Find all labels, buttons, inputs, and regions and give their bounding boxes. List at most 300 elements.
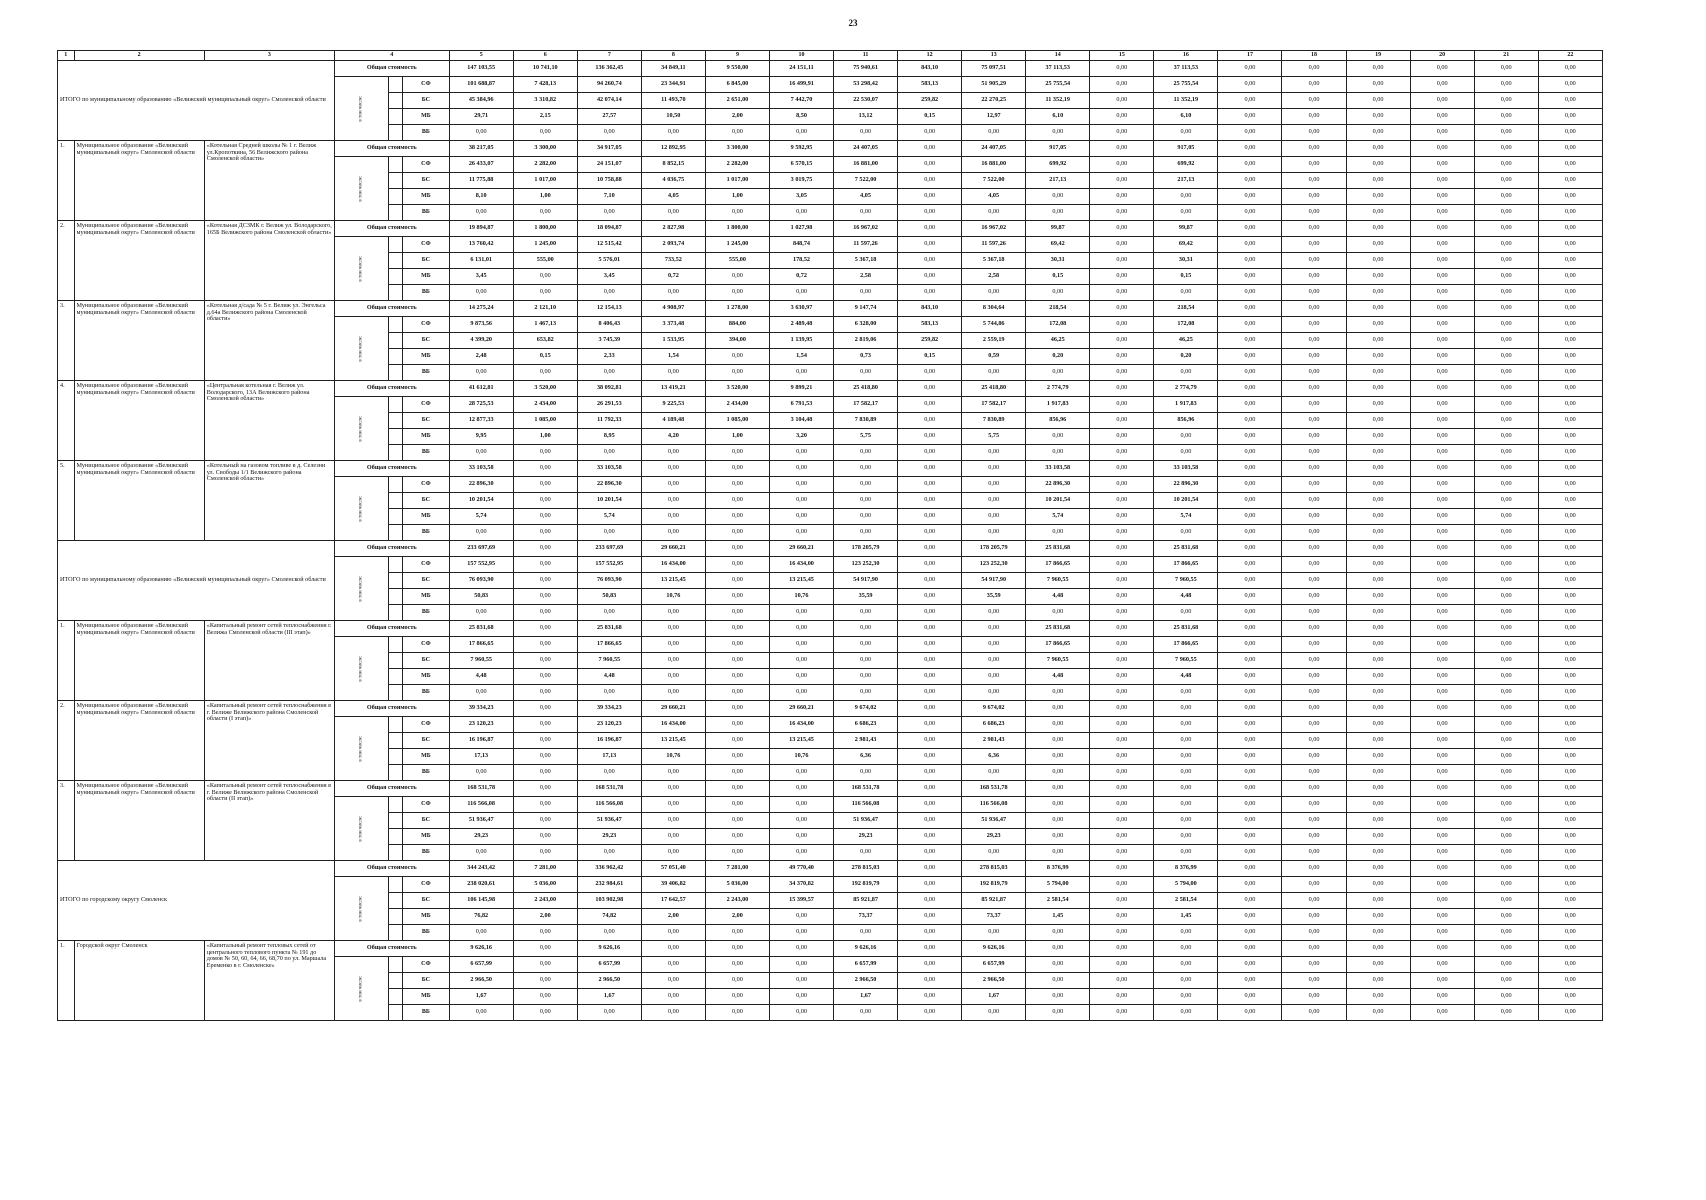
- in-that-text: в том числе:: [358, 735, 364, 762]
- column-number: 20: [1410, 51, 1474, 61]
- value-cell: 0,00: [1346, 157, 1410, 173]
- value-cell: 1 017,00: [513, 173, 577, 189]
- value-cell: 0,00: [1538, 493, 1602, 509]
- value-cell: 0,00: [898, 381, 962, 397]
- value-cell: 0,00: [1410, 957, 1474, 973]
- value-cell: 0,00: [513, 637, 577, 653]
- row-type: БС: [403, 733, 450, 749]
- value-cell: 394,00: [705, 333, 769, 349]
- value-cell: 0,00: [898, 717, 962, 733]
- value-cell: 0,00: [641, 621, 705, 637]
- value-cell: 0,00: [577, 765, 641, 781]
- value-cell: 0,00: [1090, 109, 1154, 125]
- value-cell: 1,00: [705, 429, 769, 445]
- value-cell: 0,00: [769, 781, 833, 797]
- in-that-text: в том числе:: [358, 335, 364, 362]
- value-cell: 0,00: [1410, 749, 1474, 765]
- value-cell: 0,72: [641, 269, 705, 285]
- municipality-name: Муниципальное образование «Велижский муниципальный округ» Смоленской области: [74, 381, 204, 461]
- value-cell: 1 085,00: [513, 413, 577, 429]
- value-cell: 0,00: [962, 525, 1026, 541]
- in-that-text: в том числе:: [358, 815, 364, 842]
- total-label: ИТОГО по городскому округу Смоленск: [58, 861, 335, 941]
- in-that-text: в том числе:: [358, 95, 364, 122]
- value-cell: 0,00: [1282, 61, 1346, 77]
- row-type: ВБ: [403, 365, 450, 381]
- row-type-total: Общая стоимость: [334, 381, 449, 397]
- value-cell: 0,00: [1410, 925, 1474, 941]
- value-cell: 9,95: [449, 429, 513, 445]
- value-cell: 0,00: [1346, 845, 1410, 861]
- value-cell: 0,00: [1154, 813, 1218, 829]
- value-cell: 0,00: [1410, 397, 1474, 413]
- value-cell: 0,00: [1026, 941, 1090, 957]
- row-type: МБ: [403, 589, 450, 605]
- in-that-label: [334, 717, 388, 781]
- value-cell: 0,00: [1474, 829, 1538, 845]
- value-cell: 3 019,75: [769, 173, 833, 189]
- value-cell: 34 370,82: [769, 877, 833, 893]
- value-cell: 0,00: [1154, 205, 1218, 221]
- value-cell: 0,00: [577, 1005, 641, 1021]
- value-cell: 0,00: [962, 493, 1026, 509]
- column-number: 21: [1474, 51, 1538, 61]
- value-cell: 5,74: [449, 509, 513, 525]
- value-cell: 0,00: [1474, 525, 1538, 541]
- value-cell: 0,00: [641, 1005, 705, 1021]
- value-cell: 0,00: [1410, 717, 1474, 733]
- value-cell: 0,00: [1538, 269, 1602, 285]
- in-that-text: в том числе:: [358, 895, 364, 922]
- value-cell: 0,00: [449, 1005, 513, 1021]
- in-that-text: в том числе:: [358, 575, 364, 602]
- column-number: 1: [58, 51, 75, 61]
- value-cell: 0,00: [769, 829, 833, 845]
- row-type: БС: [403, 173, 450, 189]
- value-cell: 0,00: [1282, 349, 1346, 365]
- value-cell: 33 103,58: [449, 461, 513, 477]
- column-number: 3: [204, 51, 334, 61]
- value-cell: 0,00: [1218, 173, 1282, 189]
- value-cell: 12 877,33: [449, 413, 513, 429]
- value-cell: 0,00: [1090, 941, 1154, 957]
- value-cell: 884,00: [705, 317, 769, 333]
- value-cell: 0,00: [1090, 653, 1154, 669]
- value-cell: 0,00: [1410, 61, 1474, 77]
- row-type-total: Общая стоимость: [334, 301, 449, 317]
- in-that-label: [334, 477, 388, 541]
- value-cell: 0,00: [641, 493, 705, 509]
- row-type: СФ: [403, 317, 450, 333]
- value-cell: 0,00: [898, 829, 962, 845]
- value-cell: 0,20: [1026, 349, 1090, 365]
- value-cell: 0,00: [705, 989, 769, 1005]
- value-cell: 0,00: [834, 621, 898, 637]
- value-cell: 4,48: [1154, 589, 1218, 605]
- value-cell: 0,00: [1410, 941, 1474, 957]
- value-cell: 0,00: [705, 701, 769, 717]
- value-cell: 843,10: [898, 61, 962, 77]
- value-cell: 75 940,61: [834, 61, 898, 77]
- value-cell: 0,00: [705, 685, 769, 701]
- value-cell: 0,00: [1282, 653, 1346, 669]
- value-cell: 0,00: [1282, 877, 1346, 893]
- value-cell: 29,23: [577, 829, 641, 845]
- value-cell: 0,00: [1474, 141, 1538, 157]
- value-cell: 2 966,50: [577, 973, 641, 989]
- value-cell: 19 894,87: [449, 221, 513, 237]
- value-cell: 0,00: [1218, 397, 1282, 413]
- value-cell: 0,00: [705, 1005, 769, 1021]
- value-cell: 5,74: [1026, 509, 1090, 525]
- value-cell: 0,00: [1218, 605, 1282, 621]
- blank-cell: [388, 1005, 402, 1021]
- value-cell: 0,00: [1538, 301, 1602, 317]
- value-cell: 0,00: [1538, 717, 1602, 733]
- value-cell: 2 819,06: [834, 333, 898, 349]
- value-cell: 0,00: [1346, 445, 1410, 461]
- value-cell: 0,00: [1090, 621, 1154, 637]
- value-cell: 3 745,39: [577, 333, 641, 349]
- value-cell: 0,00: [834, 925, 898, 941]
- value-cell: 0,00: [1410, 237, 1474, 253]
- value-cell: 0,00: [1410, 893, 1474, 909]
- value-cell: 0,00: [898, 685, 962, 701]
- value-cell: 0,00: [1538, 381, 1602, 397]
- row-type: БС: [403, 333, 450, 349]
- row-type-total: Общая стоимость: [334, 141, 449, 157]
- value-cell: 0,00: [513, 285, 577, 301]
- value-cell: 51 936,47: [834, 813, 898, 829]
- value-cell: 0,00: [1474, 221, 1538, 237]
- value-cell: 0,00: [1218, 989, 1282, 1005]
- item-number: 3.: [58, 301, 75, 381]
- value-cell: 0,59: [962, 349, 1026, 365]
- value-cell: 2 581,54: [1026, 893, 1090, 909]
- value-cell: 0,00: [1410, 381, 1474, 397]
- value-cell: 0,00: [898, 493, 962, 509]
- value-cell: 9 592,95: [769, 141, 833, 157]
- value-cell: 0,00: [898, 429, 962, 445]
- value-cell: 0,00: [1090, 141, 1154, 157]
- value-cell: 0,00: [1538, 285, 1602, 301]
- value-cell: 0,00: [1538, 413, 1602, 429]
- value-cell: 0,00: [1538, 861, 1602, 877]
- value-cell: 0,00: [769, 797, 833, 813]
- value-cell: 0,00: [1218, 269, 1282, 285]
- value-cell: 99,87: [1026, 221, 1090, 237]
- value-cell: 29 660,21: [641, 541, 705, 557]
- value-cell: 0,00: [1026, 189, 1090, 205]
- value-cell: 0,00: [705, 925, 769, 941]
- in-that-label: [334, 77, 388, 141]
- column-number: 17: [1218, 51, 1282, 61]
- value-cell: 0,00: [1474, 541, 1538, 557]
- value-cell: 22 270,25: [962, 93, 1026, 109]
- value-cell: 0,00: [705, 733, 769, 749]
- value-cell: 157 552,95: [577, 557, 641, 573]
- value-cell: 106 145,98: [449, 893, 513, 909]
- value-cell: 8,10: [449, 189, 513, 205]
- value-cell: 0,00: [1346, 621, 1410, 637]
- value-cell: 0,00: [1218, 813, 1282, 829]
- value-cell: 0,00: [1410, 477, 1474, 493]
- blank-cell: [388, 653, 402, 669]
- value-cell: 1 027,98: [769, 221, 833, 237]
- value-cell: 0,00: [641, 829, 705, 845]
- value-cell: 0,00: [1282, 765, 1346, 781]
- row-type: БС: [403, 93, 450, 109]
- value-cell: 0,00: [898, 893, 962, 909]
- value-cell: 0,00: [898, 221, 962, 237]
- value-cell: 2 966,50: [962, 973, 1026, 989]
- value-cell: 0,00: [1154, 733, 1218, 749]
- value-cell: 0,00: [962, 925, 1026, 941]
- value-cell: 0,00: [513, 573, 577, 589]
- row-type: ВБ: [403, 845, 450, 861]
- value-cell: 7 281,00: [513, 861, 577, 877]
- value-cell: 54 917,90: [962, 573, 1026, 589]
- value-cell: 0,00: [705, 957, 769, 973]
- value-cell: 0,00: [898, 621, 962, 637]
- value-cell: 11 352,19: [1154, 93, 1218, 109]
- value-cell: 0,00: [898, 477, 962, 493]
- blank-cell: [388, 365, 402, 381]
- value-cell: 0,00: [769, 445, 833, 461]
- value-cell: 0,00: [449, 125, 513, 141]
- value-cell: 0,00: [1538, 605, 1602, 621]
- row-type: БС: [403, 893, 450, 909]
- value-cell: 25 418,80: [834, 381, 898, 397]
- value-cell: 0,00: [641, 365, 705, 381]
- in-that-text: в том числе:: [358, 175, 364, 202]
- value-cell: 0,00: [1346, 701, 1410, 717]
- value-cell: 0,00: [1090, 733, 1154, 749]
- value-cell: 0,00: [1538, 205, 1602, 221]
- value-cell: 0,00: [1538, 525, 1602, 541]
- value-cell: 0,00: [769, 941, 833, 957]
- object-name: «Котельная Средней школы № 1 г. Велиж ул.Кропоткина, 56 Велижского района Смоленской области»: [204, 141, 334, 221]
- value-cell: 336 962,42: [577, 861, 641, 877]
- value-cell: 0,00: [1474, 637, 1538, 653]
- value-cell: 53 298,42: [834, 77, 898, 93]
- value-cell: 0,00: [1026, 733, 1090, 749]
- blank-cell: [388, 205, 402, 221]
- value-cell: 0,00: [1282, 909, 1346, 925]
- value-cell: 15 399,57: [769, 893, 833, 909]
- value-cell: 0,00: [1538, 317, 1602, 333]
- value-cell: 0,00: [1154, 989, 1218, 1005]
- row-type: СФ: [403, 77, 450, 93]
- value-cell: 4 399,20: [449, 333, 513, 349]
- value-cell: 0,00: [898, 141, 962, 157]
- value-cell: 0,00: [1218, 541, 1282, 557]
- value-cell: 0,00: [898, 573, 962, 589]
- value-cell: 168 531,78: [449, 781, 513, 797]
- value-cell: 2,58: [962, 269, 1026, 285]
- value-cell: 0,00: [1538, 221, 1602, 237]
- value-cell: 0,00: [1090, 381, 1154, 397]
- table-row: [58, 781, 1603, 797]
- value-cell: 0,00: [1474, 189, 1538, 205]
- value-cell: 0,00: [449, 525, 513, 541]
- blank-cell: [388, 573, 402, 589]
- value-cell: 0,00: [1538, 925, 1602, 941]
- value-cell: 25 418,80: [962, 381, 1026, 397]
- value-cell: 0,00: [641, 525, 705, 541]
- value-cell: 0,00: [1346, 397, 1410, 413]
- value-cell: 0,00: [898, 557, 962, 573]
- item-number: 1.: [58, 941, 75, 1021]
- column-number: 22: [1538, 51, 1602, 61]
- value-cell: 0,00: [1090, 285, 1154, 301]
- row-type: ВБ: [403, 445, 450, 461]
- value-cell: 0,00: [513, 989, 577, 1005]
- value-cell: 2 966,50: [834, 973, 898, 989]
- value-cell: 0,00: [1218, 717, 1282, 733]
- value-cell: 0,00: [1026, 605, 1090, 621]
- row-type-total: Общая стоимость: [334, 781, 449, 797]
- value-cell: 0,00: [1218, 125, 1282, 141]
- value-cell: 0,00: [1410, 189, 1474, 205]
- value-cell: 0,00: [705, 125, 769, 141]
- value-cell: 5 036,00: [705, 877, 769, 893]
- value-cell: 10,76: [641, 749, 705, 765]
- row-type: ВБ: [403, 205, 450, 221]
- blank-cell: [388, 109, 402, 125]
- value-cell: 33 103,58: [577, 461, 641, 477]
- value-cell: 0,00: [898, 765, 962, 781]
- value-cell: 0,00: [641, 125, 705, 141]
- value-cell: 2 966,50: [449, 973, 513, 989]
- value-cell: 0,00: [513, 701, 577, 717]
- value-cell: 0,00: [1218, 237, 1282, 253]
- value-cell: 116 566,08: [577, 797, 641, 813]
- value-cell: 0,00: [705, 205, 769, 221]
- value-cell: 0,00: [705, 285, 769, 301]
- municipality-name: Городской округ Смоленск: [74, 941, 204, 1021]
- value-cell: 0,00: [1282, 573, 1346, 589]
- value-cell: 0,00: [1090, 701, 1154, 717]
- value-cell: 0,00: [705, 605, 769, 621]
- value-cell: 0,00: [1346, 93, 1410, 109]
- column-number: 12: [898, 51, 962, 61]
- value-cell: 0,00: [898, 861, 962, 877]
- value-cell: 94 260,74: [577, 77, 641, 93]
- value-cell: 0,00: [1090, 125, 1154, 141]
- value-cell: 1,00: [513, 429, 577, 445]
- value-cell: 0,00: [1282, 509, 1346, 525]
- item-number: 2.: [58, 221, 75, 301]
- blank-cell: [388, 477, 402, 493]
- value-cell: 0,00: [641, 685, 705, 701]
- value-cell: 0,00: [898, 605, 962, 621]
- value-cell: 0,00: [1346, 477, 1410, 493]
- value-cell: 168 531,78: [962, 781, 1026, 797]
- value-cell: 0,00: [834, 1005, 898, 1021]
- value-cell: 3,45: [577, 269, 641, 285]
- blank-cell: [388, 749, 402, 765]
- value-cell: 0,00: [1282, 749, 1346, 765]
- value-cell: 0,00: [1026, 525, 1090, 541]
- value-cell: 0,00: [1410, 173, 1474, 189]
- value-cell: 0,00: [1218, 765, 1282, 781]
- value-cell: 0,00: [1538, 397, 1602, 413]
- value-cell: 22 896,30: [577, 477, 641, 493]
- value-cell: 5 367,18: [834, 253, 898, 269]
- value-cell: 0,00: [1218, 509, 1282, 525]
- value-cell: 0,00: [1090, 317, 1154, 333]
- value-cell: 0,00: [898, 365, 962, 381]
- column-number: 5: [449, 51, 513, 61]
- value-cell: 0,00: [1090, 221, 1154, 237]
- value-cell: 73,37: [962, 909, 1026, 925]
- value-cell: 103 902,98: [577, 893, 641, 909]
- value-cell: 0,00: [1538, 685, 1602, 701]
- value-cell: 0,00: [641, 973, 705, 989]
- value-cell: 0,00: [1474, 413, 1538, 429]
- value-cell: 0,00: [1090, 717, 1154, 733]
- value-cell: 0,00: [1346, 221, 1410, 237]
- value-cell: 0,00: [1090, 493, 1154, 509]
- value-cell: 0,00: [1538, 237, 1602, 253]
- value-cell: 0,00: [1090, 765, 1154, 781]
- value-cell: 0,00: [1410, 973, 1474, 989]
- value-cell: 8 852,15: [641, 157, 705, 173]
- value-cell: 0,00: [1346, 877, 1410, 893]
- value-cell: 0,00: [641, 205, 705, 221]
- row-type: БС: [403, 973, 450, 989]
- value-cell: 0,00: [1090, 909, 1154, 925]
- value-cell: 653,82: [513, 333, 577, 349]
- value-cell: 0,00: [1474, 125, 1538, 141]
- value-cell: 0,00: [1090, 205, 1154, 221]
- value-cell: 0,00: [1218, 61, 1282, 77]
- value-cell: 3 300,00: [705, 141, 769, 157]
- value-cell: 0,00: [1218, 621, 1282, 637]
- value-cell: 0,00: [1218, 477, 1282, 493]
- row-type: СФ: [403, 797, 450, 813]
- table-row: [58, 941, 1603, 957]
- value-cell: 0,00: [1346, 61, 1410, 77]
- value-cell: 0,00: [513, 205, 577, 221]
- value-cell: 0,00: [769, 925, 833, 941]
- value-cell: 13 760,42: [449, 237, 513, 253]
- value-cell: 0,00: [1090, 749, 1154, 765]
- value-cell: 0,00: [1282, 461, 1346, 477]
- column-number: 16: [1154, 51, 1218, 61]
- value-cell: 0,00: [641, 845, 705, 861]
- value-cell: 2 434,00: [513, 397, 577, 413]
- value-cell: 0,00: [1346, 189, 1410, 205]
- value-cell: 6 657,99: [577, 957, 641, 973]
- value-cell: 5,75: [834, 429, 898, 445]
- value-cell: 0,00: [1410, 685, 1474, 701]
- value-cell: 1 917,83: [1026, 397, 1090, 413]
- value-cell: 0,00: [1026, 845, 1090, 861]
- value-cell: 6 657,99: [962, 957, 1026, 973]
- value-cell: 0,00: [1026, 701, 1090, 717]
- value-cell: 46,25: [1026, 333, 1090, 349]
- value-cell: 0,00: [1154, 445, 1218, 461]
- value-cell: 0,00: [1282, 797, 1346, 813]
- value-cell: 0,00: [962, 285, 1026, 301]
- value-cell: 0,00: [1218, 733, 1282, 749]
- value-cell: 0,15: [1026, 269, 1090, 285]
- value-cell: 2,00: [641, 909, 705, 925]
- value-cell: 54 917,90: [834, 573, 898, 589]
- value-cell: 1,45: [1026, 909, 1090, 925]
